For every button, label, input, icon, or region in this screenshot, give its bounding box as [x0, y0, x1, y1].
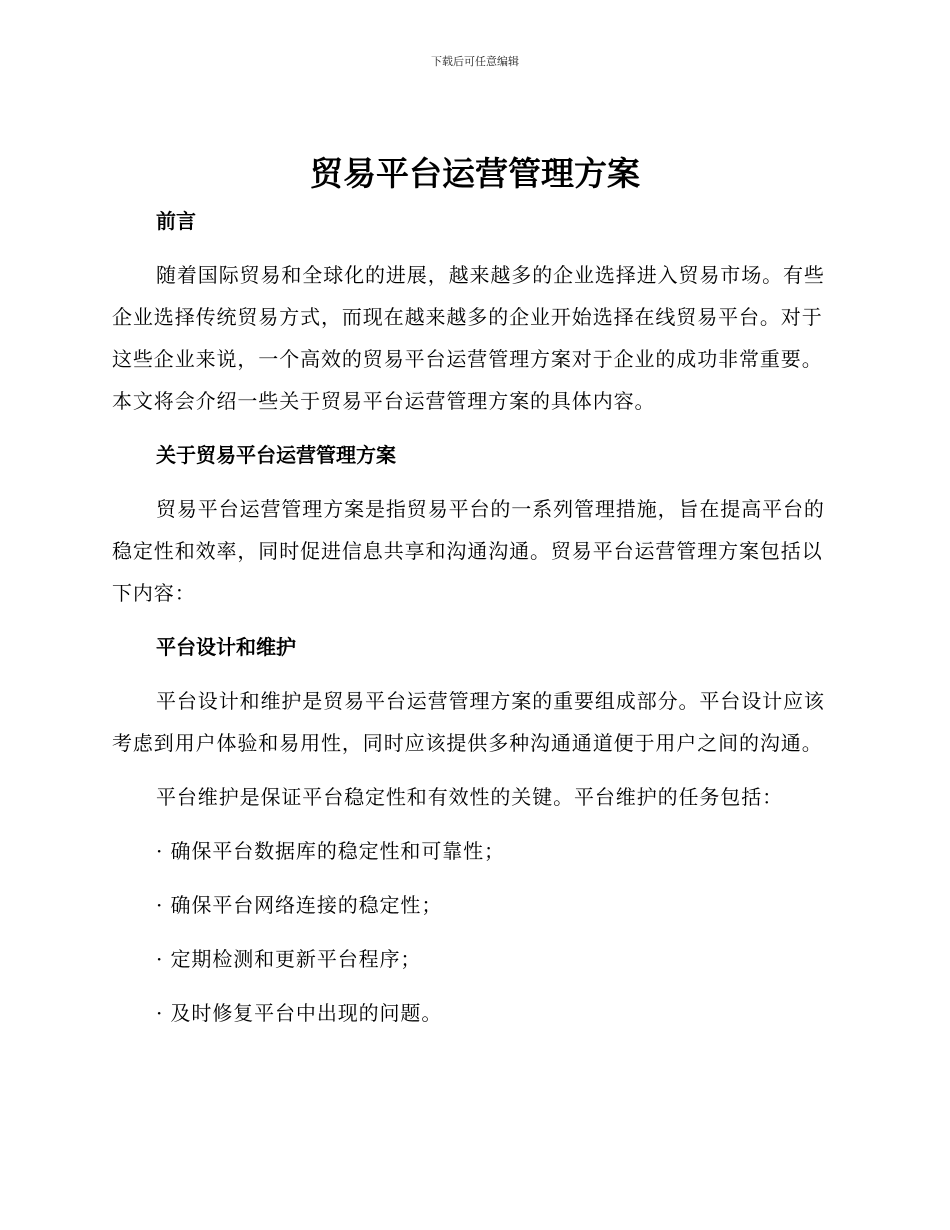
paragraph-maintenance: 平台维护是保证平台稳定性和有效性的关键。平台维护的任务包括： [156, 785, 783, 809]
section-heading-preface: 前言 [156, 209, 196, 233]
list-item: · 及时修复平台中出现的问题。 [156, 1001, 443, 1025]
paragraph-design: 平台设计和维护是贸易平台运营管理方案的重要组成部分。平台设计应该考虑到用户体验和易用性，同时应该提供多种沟通通道便于用户之间的沟通。 [112, 689, 825, 755]
paragraph-preface: 随着国际贸易和全球化的进展，越来越多的企业选择进入贸易市场。有些企业选择传统贸易方式，而现在越来越多的企业开始选择在线贸易平台。对于这些企业来说，一个高效的贸易平台运营管理方案对于企业的成功非常重要。本文将会介绍一些关于贸易平台运营管理方案的具体内容。 [112, 263, 825, 413]
document-title: 贸易平台运营管理方案 [310, 154, 640, 193]
list-item: · 确保平台网络连接的稳定性； [156, 893, 443, 917]
list-item: · 确保平台数据库的稳定性和可靠性； [156, 839, 505, 863]
header-note: 下载后可任意编辑 [431, 55, 519, 68]
section-heading-about: 关于贸易平台运营管理方案 [156, 443, 396, 467]
paragraph-about: 贸易平台运营管理方案是指贸易平台的一系列管理措施，旨在提高平台的稳定性和效率，同时促进信息共享和沟通沟通。贸易平台运营管理方案包括以下内容： [112, 497, 825, 605]
document-body [112, 200, 830, 1034]
list-item: · 定期检测和更新平台程序； [156, 947, 422, 971]
section-heading-design: 平台设计和维护 [156, 635, 296, 659]
